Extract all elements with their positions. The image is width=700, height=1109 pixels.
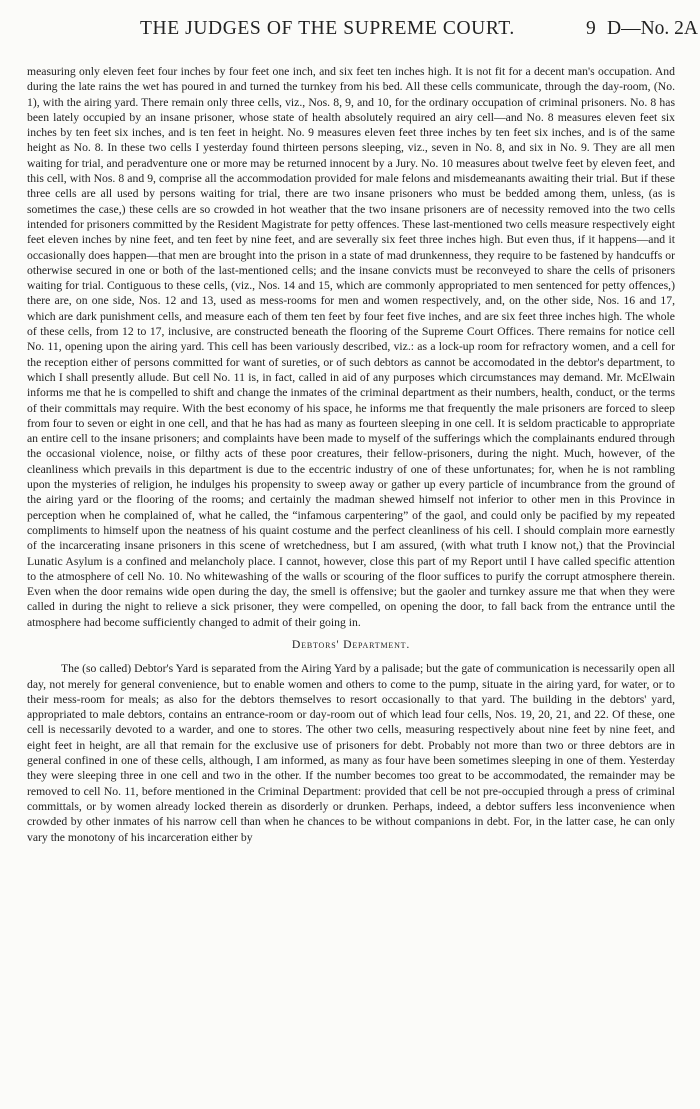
section-heading-debtors: Debtors' Department. xyxy=(291,637,411,651)
paragraph-debtors-yard: The (so called) Debtor's Yard is separated from the Airing Yard by a palisade; but the gate of communication is necessarily open all day, not merely for general convenience, but to enable women and others to come to the pump, situate in the airing yard, for water, or to their mess-room for meals; as also for the debtors themselves to resort occasionally to that yard. The building in the debtors' yard, appropriated to male debtors, contains an entrance-room or day-room out of which lead four cells, Nos. 19, 20, 21, and 22. Of these, one cell is necessarily devoted to a warder, and one to stores. The other two cells, measuring respectively about nine feet by nine feet, and eight feet in height, are all that remain for the exclusive use of prisoners for debt. Probably not more than two or three debtors are in general confined in one of these cells, although, I am informed, as many as four have been sometimes sleeping in one of them. Yesterday they were sleeping three in one cell and two in the other. If the number becomes too great to be accommodated, the remainder may be removed to cell No. 11, before mentioned in the Criminal Department: provided that cell be not pre-occupied through a press of criminal committals, or by women already locked therein as disorderly or drunken. Perhaps, indeed, a debtor suffers less inconvenience when crowded by other inmates of his narrow cell than when he chances to be without companions in debt. For, in the latter case, he can only vary the monotony of his incarceration either by xyxy=(27,662,675,844)
document-body xyxy=(27,64,675,845)
paragraph-prisoners-cells: measuring only eleven feet four inches by four feet one inch, and six feet ten inches high. It is not fit for a decent man's occupation. And during the late rains the wet has poured in and turned the turnkey from his bed. All these cells communicate, through the day-room, (No. 1), with the airing yard. There remain only three cells, viz., Nos. 8, 9, and 10, for the ordinary occupation of criminal prisoners. No. 8 has been lately occupied by an insane prisoner, whose state of health absolutely required an airy cell—and No. 8 measures eleven feet six inches by ten feet six inches, and is ten feet in height. No. 9 measures eleven feet three inches by ten feet six inches, and is of the same height as No. 8. In these two cells I yesterday found thirteen persons sleeping, viz., seven in No. 8, and six in No. 9. They are all men waiting for trial, and peradventure one or more may be returned innocent by a Jury. No. 10 measures about twelve feet by eleven feet, and this cell, with Nos. 8 and 9, comprise all the accommodation provided for male felons and misdemeanants awaiting their trial. But if these three cells are all used by persons waiting for trial, there are two insane prisoners who must be bedded among them, unless, (as is sometimes the case,) these cells are so crowded in hot weather that the two insane prisoners are of necessity removed into the two cells intended for prisoners committed by the Resident Magistrate for petty offences. These last-mentioned two cells measure respectively eight feet eleven inches by nine feet, and ten feet by nine feet, and are severally six feet three inches high. But even thus, if it happens—and it occasionally does happen—that men are brought into the prison in a state of mad drunkenness, they require to be fastened by handcuffs or otherwise secured in one or both of the last-mentioned cells; and the insane convicts must be reconveyed to share the cells of prisoners waiting for trial. Contiguous to these cells, (viz., Nos. 14 and 15, which are commonly appropriated to men sentenced for petty offences,) there are, on one side, Nos. 12 and 13, used as mess-rooms for men and women respectively, and, on the other side, Nos. 16 and 17, which are dark punishment cells, and measure each of them ten feet by four feet five inches, and are six feet three inches high. The whole of these cells, from 12 to 17, inclusive, are constructed beneath the flooring of the Supreme Court Offices. There remains for notice cell No. 11, opening upon the airing yard. This cell has been variously described, viz.: as a lock-up room for refractory women, and a cell for the reception either of persons committed for want of sureties, or of such debtors as cannot be accomodated in the debtor's department, to which I shall presently allude. But cell No. 11 is, in fact, called in aid of any purposes which circumstances may demand. Mr. McElwain informs me that he is compelled to shift and change the inmates of the criminal department as their numbers, health, conduct, or the terms of their committals may require. With the best economy of his space, he informs me that frequently the male prisoners are forced to sleep from four to seven or eight in one cell, and that he has had as many as fourteen sleeping in one cell. It is seldom practicable to appropriate an entire cell to the insane prisoners; and complaints have been made to myself of the sufferings which the complainants endured through the occasional violence, noise, or filthy acts of these poor creatures, their fellow-prisoners, during the night. Much, however, of the cleanliness which prevails in this department is due to the eccentric industry of one of these unfortunates; for, when he is not rambling upon the mysteries of religion, he indulges his propensity to sweep away or gather up every particle of incumbrance from the ground of the airing yard or the flooring of the rooms; and certainly the madman shewed himself not inferior to other men in this Province in perception when he complained of, what he called, the “infamous carpentering” of the gaol, and could only be pacified by my repeated compliments to himself upon the neatness of his quaint costume and the perfect cleanliness of his cell. I should complain more earnestly of the incarcerating insane prisoners in this scene of wretchedness, but I am assured, (with what truth I know not,) that the Provincial Lunatic Asylum is a confined and melancholy place. I cannot, however, close this part of my Report until I have called specific attention to the atmosphere of cell No. 10. No whitewashing of the walls or scouring of the floor suffices to purify the corrupt atmosphere therein. Even when the door remains wide open during the day, the smell is offensive; but the gaoler and turnkey assure me that when they were called in during the night to relieve a sick prisoner, they were compelled, on opening the door, to fall back from the entrance until the atmosphere had become sufficiently changed to admit of their going in. xyxy=(27,65,675,629)
running-title: THE JUDGES OF THE SUPREME COURT. xyxy=(140,18,515,39)
running-header xyxy=(0,18,700,48)
page-number: 9 xyxy=(586,18,596,39)
paper-code: D—No. 2A xyxy=(607,18,698,39)
